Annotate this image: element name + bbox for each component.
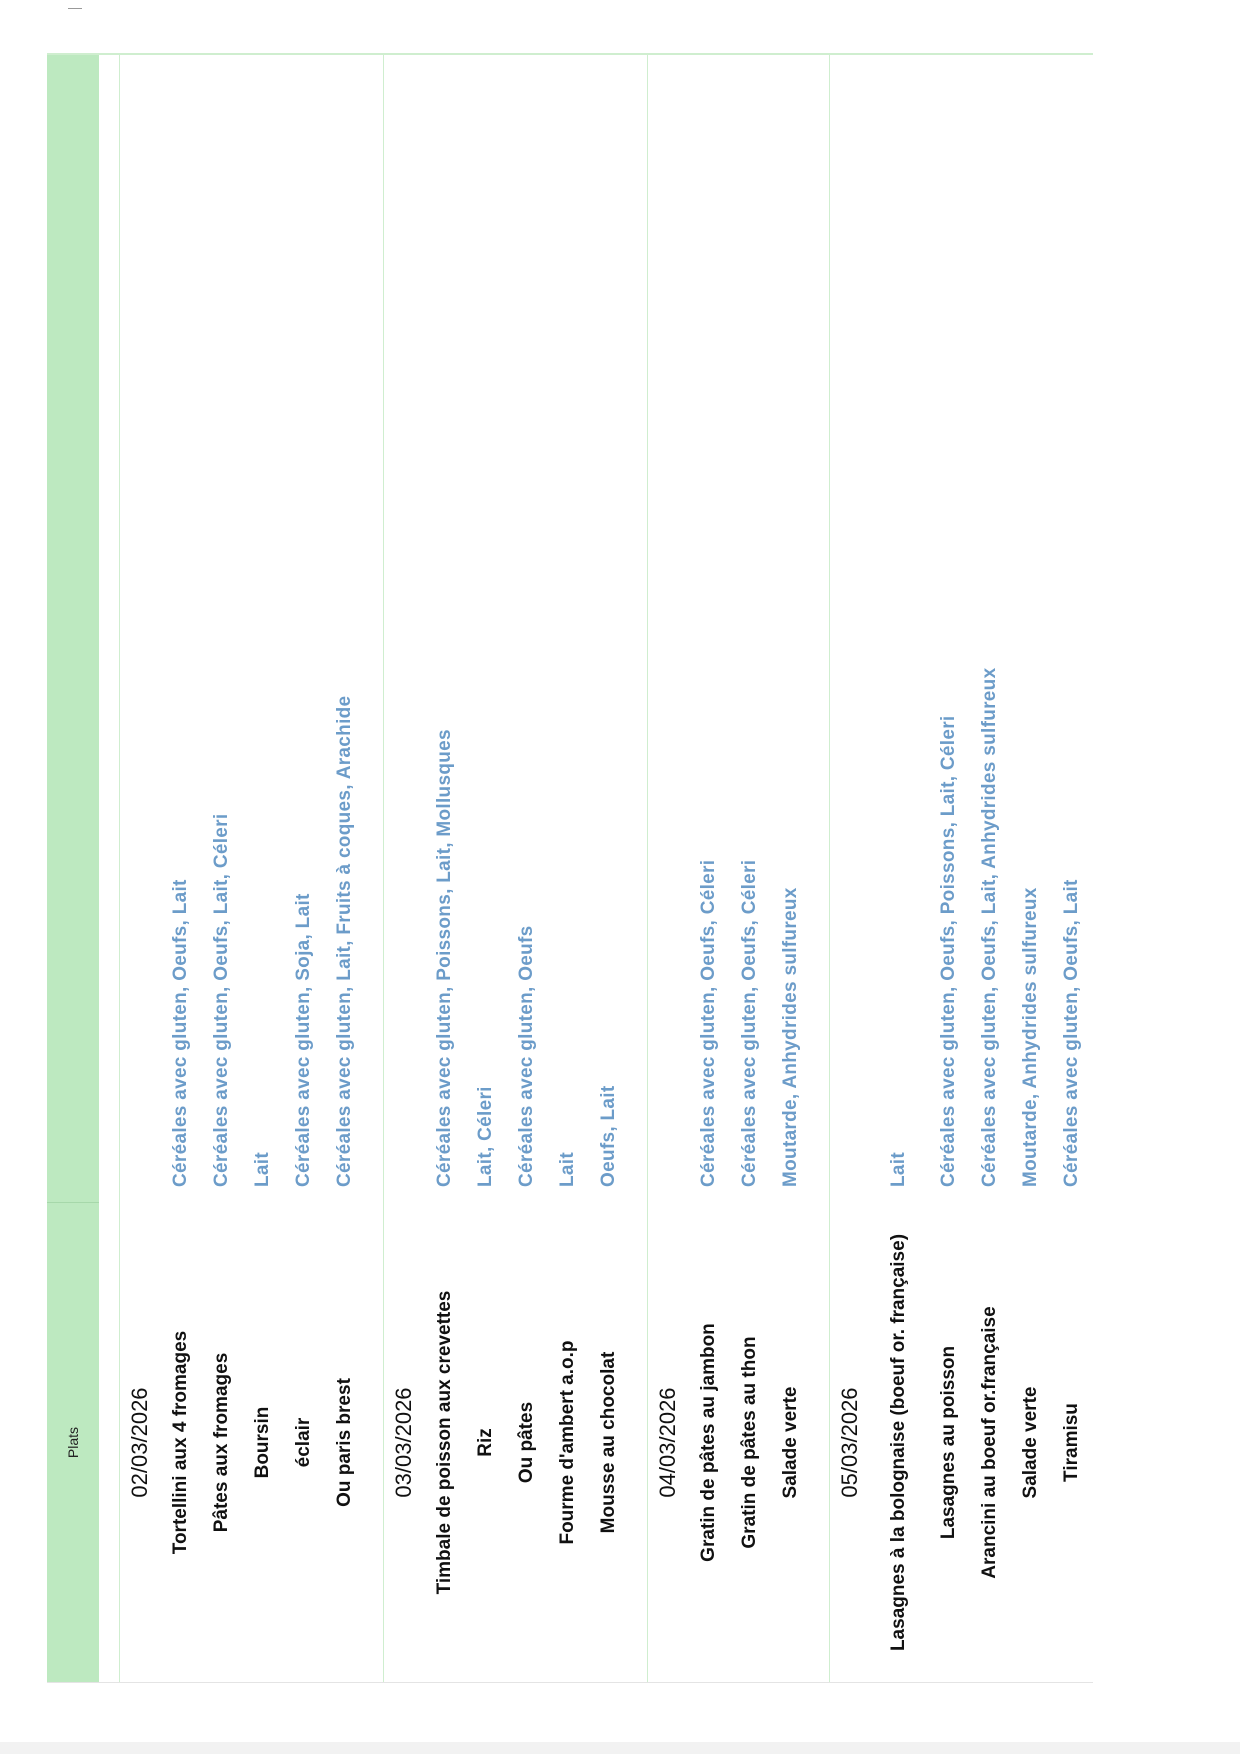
dish-allergens: Oeufs, Lait	[597, 1085, 619, 1187]
dish-allergens: Moutarde, Anhydrides sulfureux	[779, 887, 801, 1187]
dish-name: éclair	[292, 1417, 314, 1468]
dish-allergens: Céréales avec gluten, Oeufs, Lait, Céleri	[210, 813, 232, 1187]
scan-edge	[0, 1742, 1240, 1754]
dish-name: Ou paris brest	[333, 1378, 355, 1507]
dish-name: Tortellini aux 4 fromages	[169, 1330, 191, 1555]
day-date: 04/03/2026	[655, 1387, 680, 1498]
dish-name: Tiramisu	[1060, 1403, 1082, 1482]
dish-allergens: Céréales avec gluten, Oeufs, Lait, Anhydrides sulfureux	[978, 667, 1000, 1187]
table-row	[588, 55, 629, 1682]
header-plats: Plats	[47, 1202, 99, 1682]
scan-mark	[68, 8, 82, 9]
table-header	[47, 55, 99, 1682]
dish-name: Pâtes aux fromages	[210, 1352, 232, 1533]
day-date: 03/03/2026	[391, 1387, 416, 1498]
table-row	[770, 55, 811, 1682]
dish-allergens: Céréales avec gluten, Soja, Lait	[292, 893, 314, 1187]
day-date: 02/03/2026	[127, 1387, 152, 1498]
dish-name: Salade verte	[1019, 1386, 1041, 1499]
table-row	[242, 55, 283, 1682]
dish-name: Boursin	[251, 1406, 273, 1479]
table-row	[1051, 55, 1092, 1682]
date-row	[830, 55, 870, 1682]
dish-name: Lasagnes à la bolognaise (boeuf or. française)	[888, 1233, 909, 1652]
table-row	[729, 55, 770, 1682]
day-date: 05/03/2026	[837, 1387, 862, 1498]
table-row	[688, 55, 729, 1682]
header-allergens	[47, 55, 99, 1202]
dish-allergens: Lait, Céleri	[474, 1086, 496, 1187]
allergen-menu-table	[47, 53, 1093, 1683]
table-row	[465, 55, 506, 1682]
dish-name: Gratin de pâtes au jambon	[697, 1323, 719, 1562]
table-row	[160, 55, 201, 1682]
table-row	[201, 55, 242, 1682]
dish-name: Ou pâtes	[515, 1401, 537, 1484]
date-row	[120, 55, 160, 1682]
dish-allergens: Moutarde, Anhydrides sulfureux	[1019, 887, 1041, 1187]
dish-name: Salade verte	[779, 1386, 801, 1499]
table-row	[324, 55, 365, 1682]
dish-allergens: Céréales avec gluten, Poissons, Lait, Mollusques	[433, 729, 455, 1187]
dish-allergens: Céréales avec gluten, Oeufs, Céleri	[697, 859, 719, 1187]
date-row	[648, 55, 688, 1682]
dish-allergens: Lait	[251, 1152, 273, 1187]
day-group	[829, 55, 1110, 1682]
dish-allergens: Céréales avec gluten, Oeufs, Céleri	[738, 859, 760, 1187]
dish-allergens: Lait	[888, 1152, 909, 1187]
dish-name: Lasagnes au poisson	[937, 1345, 959, 1540]
table-row	[506, 55, 547, 1682]
table-row	[1010, 55, 1051, 1682]
day-group	[119, 55, 383, 1682]
table-row	[547, 55, 588, 1682]
dish-name: Timbale de poisson aux crevettes	[433, 1290, 455, 1595]
dish-allergens: Céréales avec gluten, Oeufs, Lait	[1060, 879, 1082, 1187]
dish-name: Arancini au boeuf or.française	[978, 1306, 1000, 1579]
dish-allergens: Lait	[556, 1152, 578, 1187]
day-group	[383, 55, 647, 1682]
table-row	[870, 55, 928, 1682]
dish-name: Gratin de pâtes au thon	[738, 1336, 760, 1549]
dish-name: Fourme d'ambert a.o.p	[556, 1340, 578, 1545]
day-groups	[119, 55, 1110, 1682]
dish-allergens: Céréales avec gluten, Oeufs, Lait	[169, 879, 191, 1187]
table-row	[969, 55, 1010, 1682]
dish-allergens: Céréales avec gluten, Oeufs	[515, 925, 537, 1187]
dish-allergens: Céréales avec gluten, Oeufs, Poissons, Lait, Céleri	[937, 715, 959, 1187]
day-group	[647, 55, 829, 1682]
date-row	[384, 55, 424, 1682]
table-row	[928, 55, 969, 1682]
dish-name: Mousse au chocolat	[597, 1351, 619, 1534]
dish-allergens: Céréales avec gluten, Lait, Fruits à coques, Arachide	[333, 695, 355, 1187]
table-row	[424, 55, 465, 1682]
table-row	[283, 55, 324, 1682]
dish-name: Riz	[474, 1428, 496, 1457]
